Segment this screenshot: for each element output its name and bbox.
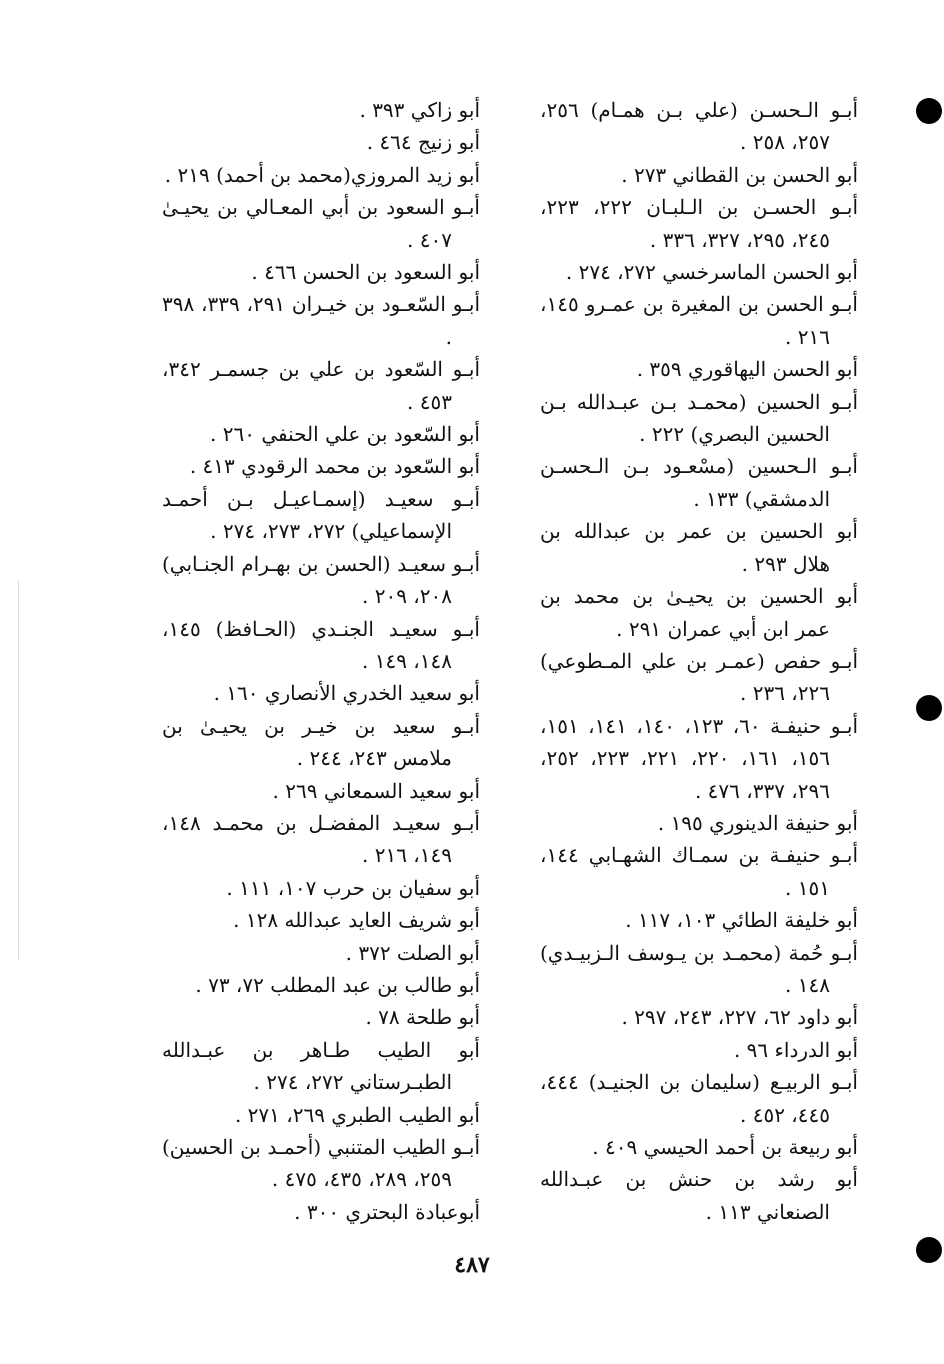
index-entry: أبو السّعود بن محمد الرقودي ٤١٣ . — [189, 454, 480, 479]
index-entry: أبو خليفة الطائي ١٠٣، ١١٧ . — [625, 908, 858, 933]
index-column-right — [540, 94, 858, 1228]
index-entry: أبو حنيفة الدينوري ١٩٥ . — [657, 810, 858, 835]
index-entry: أبـو حنيفـة بن سمـاك الشهـابي ١٤٤، ١٥١ . — [540, 843, 858, 900]
index-entry: أبو زنيج ٤٦٤ . — [366, 130, 480, 155]
punch-hole — [916, 695, 942, 721]
index-entry: أبـو سعيد بن خيـر بن يحيـىٰ بن ملامس ٢٤٣، ٢٤٤ . — [162, 713, 480, 771]
index-entry: أبو رشد بن حنش بن عبـدالله الصنعاني ١١٣ . — [540, 1167, 858, 1224]
scan-edge-line — [18, 580, 19, 960]
index-entry: أبو زاكي ٣٩٣ . — [359, 98, 480, 122]
page-number: ٤٨٧ — [454, 1252, 490, 1278]
index-entry: أبو طالب بن عبد المطلب ٧٢، ٧٣ . — [195, 972, 480, 997]
index-entry: أبـو الحسين (محمـد بـن عبـدالله بـن الحسين البصري) ٢٢٢ . — [540, 389, 858, 447]
index-entry: أبو داود ٦٢، ٢٢٧، ٢٤٣، ٢٩٧ . — [621, 1005, 858, 1030]
index-entry: أبو الحسن الماسرخسي ٢٧٢، ٢٧٤ . — [565, 260, 858, 285]
index-entry: أبو السّعود بن علي الحنفي ٢٦٠ . — [210, 422, 480, 447]
index-entry: أبـو سعيـد (إسمـاعيـل بـن أحمـد الإسماعيلي) ٢٧٢، ٢٧٣، ٢٧٤ . — [162, 486, 480, 544]
index-entry: أبو الدرداء ٩٦ . — [733, 1037, 858, 1062]
index-column-left — [162, 94, 480, 1228]
index-entry: أبـو حفص (عمـر بن علي المـطوعي) ٢٢٦، ٢٣٦ . — [540, 648, 858, 706]
index-entry: أبو الطيب الطبري ٢٦٩، ٢٧١ . — [234, 1102, 480, 1127]
index-entry: أبو سعيد السمعاني ٢٦٩ . — [272, 778, 480, 803]
index-entry: أبـو سعيـد المفضـل بن محمـد ١٤٨، ١٤٩، ٢١٦ . — [162, 810, 480, 868]
index-entry: أبو السعود بن الحسن ٤٦٦ . — [251, 260, 480, 285]
index-entry: أبـو الحسـن بن الـلبـان ٢٢٢، ٢٢٣، ٢٤٥، ٢٩٥، ٣٢٧، ٣٣٦ . — [540, 195, 859, 252]
index-entry: أبـو السعود بن أبي المعـالي بن يحيـىٰ ٤٠٧ . — [162, 195, 480, 252]
index-entry: أبـو الربيـع (سليمان بن الجنيـد) ٤٤٤، ٤٤٥، ٤٥٢ . — [540, 1070, 858, 1127]
index-entry: أبـو سعيـد (الحسن بن بهـرام الجنـابي) ٢٠٨، ٢٠٩ . — [162, 551, 480, 609]
index-entry: أبـو السّعـود بن خيـران ٢٩١، ٣٣٩، ٣٩٨ . — [162, 292, 481, 349]
index-entry: أبو سفيان بن حرب ١٠٧، ١١١ . — [226, 875, 480, 900]
index-entry: أبو الصلت ٣٧٢ . — [345, 940, 480, 965]
index-entry: أبـو الـحسين (مسْعـود بـن الـحسـن الدمشقي) ١٣٣ . — [540, 454, 858, 511]
index-entry: أبـو سعيـد الجنـدي (الحـافظ) ١٤٥، ١٤٨، ١٤٩ . — [162, 616, 480, 673]
index-entry: أبـو حنيفـة ٦٠، ١٢٣، ١٤٠، ١٤١، ١٥١، ١٥٦، ١٦١، ٢٢٠، ٢٢١، ٢٢٣، ٢٥٢، ٢٩٦، ٣٣٧، ٤٧٦ . — [540, 713, 859, 803]
punch-hole — [916, 98, 942, 124]
index-entry: أبو ربيعة بن أحمد الحيسي ٤٠٩ . — [592, 1135, 858, 1159]
punch-hole — [916, 1237, 942, 1263]
index-entry: أبو الحسن بن القطاني ٢٧٣ . — [621, 162, 858, 187]
index-entry: أبوعبادة البحتري ٣٠٠ . — [294, 1199, 480, 1224]
index-entry: أبـو حُمة (محمـد بن يـوسف الـزبيـدي) ١٤٨ . — [540, 940, 858, 997]
index-entry: أبو الحسين بن يحيـىٰ بن محمد بن عمر ابن أبي عمران ٢٩١ . — [540, 584, 858, 641]
index-entry: أبـو السّعود بن علي بن جسمـر ٣٤٢، ٤٥٣ . — [162, 357, 480, 414]
index-entry: أبـو الـحسـن (علي بـن همـام) ٢٥٦، ٢٥٧، ٢٥٨ . — [540, 98, 858, 155]
index-entry: أبو شريف العايد عبدالله ١٢٨ . — [233, 908, 480, 933]
index-entry: أبو سعيد الخدري الأنصاري ١٦٠ . — [213, 681, 480, 706]
index-entry: أبو الحسين بن عمر بن عبدالله بن هلال ٢٩٣ . — [540, 519, 858, 576]
index-entry: أبـو الطيب المتنبي (أحمـد بن الحسين) ٢٥٩، ٢٨٩، ٤٣٥، ٤٧٥ . — [162, 1135, 480, 1192]
index-entry: أبو زيد المروزي(محمد بن أحمد) ٢١٩ . — [164, 162, 480, 187]
index-entry: أبو الحسن اليهاقوري ٣٥٩ . — [636, 357, 858, 382]
index-entry: أبو طلحة ٧٨ . — [365, 1005, 480, 1030]
index-entry: أبو الطيب طـاهر بن عبـدالله الطبـرستاني ٢٧٢، ٢٧٤ . — [162, 1037, 480, 1095]
index-entry: أبـو الحسن بن المغيرة بن عمـرو ١٤٥، ٢١٦ . — [540, 292, 858, 349]
